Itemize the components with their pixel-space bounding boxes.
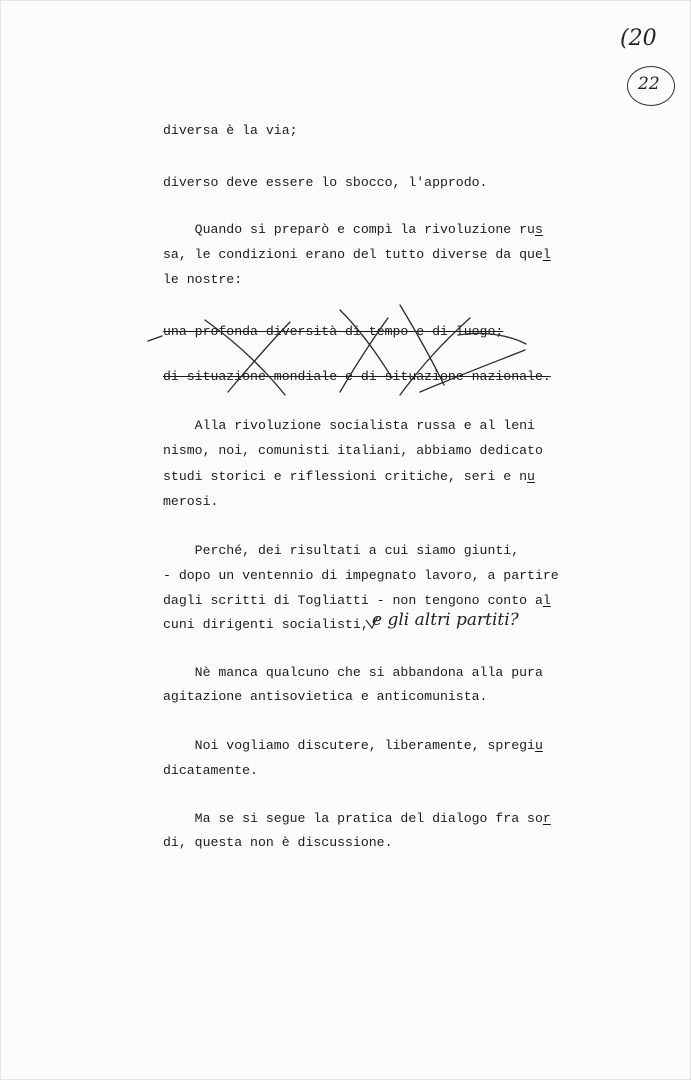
handwritten-insertion: e gli altri partiti?	[372, 610, 519, 630]
text-line: agitazione antisovietica e anticomunista.	[163, 689, 488, 704]
text-line: nismo, noi, comunisti italiani, abbiamo dedicato	[163, 443, 543, 458]
text-line: le nostre:	[163, 272, 243, 287]
text-line: cuni dirigenti socialisti,	[163, 617, 369, 632]
text-line: di, questa non è discussione.	[163, 835, 393, 850]
text-line: Noi vogliamo discutere, liberamente, spregiu	[163, 738, 543, 753]
text-line: dagli scritti di Togliatti - non tengono conto al	[163, 593, 551, 608]
text-line: merosi.	[163, 494, 219, 509]
page-number-mark: (20	[620, 26, 657, 51]
text-line: studi storici e riflessioni critiche, seri e nu	[163, 469, 535, 484]
text-line: Nè manca qualcuno che si abbandona alla pura	[163, 665, 543, 680]
text-line: Ma se si segue la pratica del dialogo fra sor	[163, 811, 551, 826]
text-line: dicatamente.	[163, 763, 258, 778]
text-line: Alla rivoluzione socialista russa e al leni	[163, 418, 535, 433]
text-line: Perché, dei risultati a cui siamo giunti,	[163, 543, 520, 558]
struck-text-line: una profonda diversità di tempo e di luogo;	[163, 324, 504, 339]
circled-page-number-text: 22	[638, 74, 660, 94]
struck-text-line: di situazione mondiale e di situazione nazionale.	[163, 369, 551, 384]
text-line: - dopo un ventennio di impegnato lavoro, a partire	[163, 568, 559, 583]
text-line: diversa è la via;	[163, 123, 298, 138]
text-line: diverso deve essere lo sbocco, l'approdo.	[163, 175, 488, 190]
text-line: sa, le condizioni erano del tutto diverse da quel	[163, 247, 551, 262]
text-line: Quando si preparò e compì la rivoluzione rus	[163, 222, 543, 237]
